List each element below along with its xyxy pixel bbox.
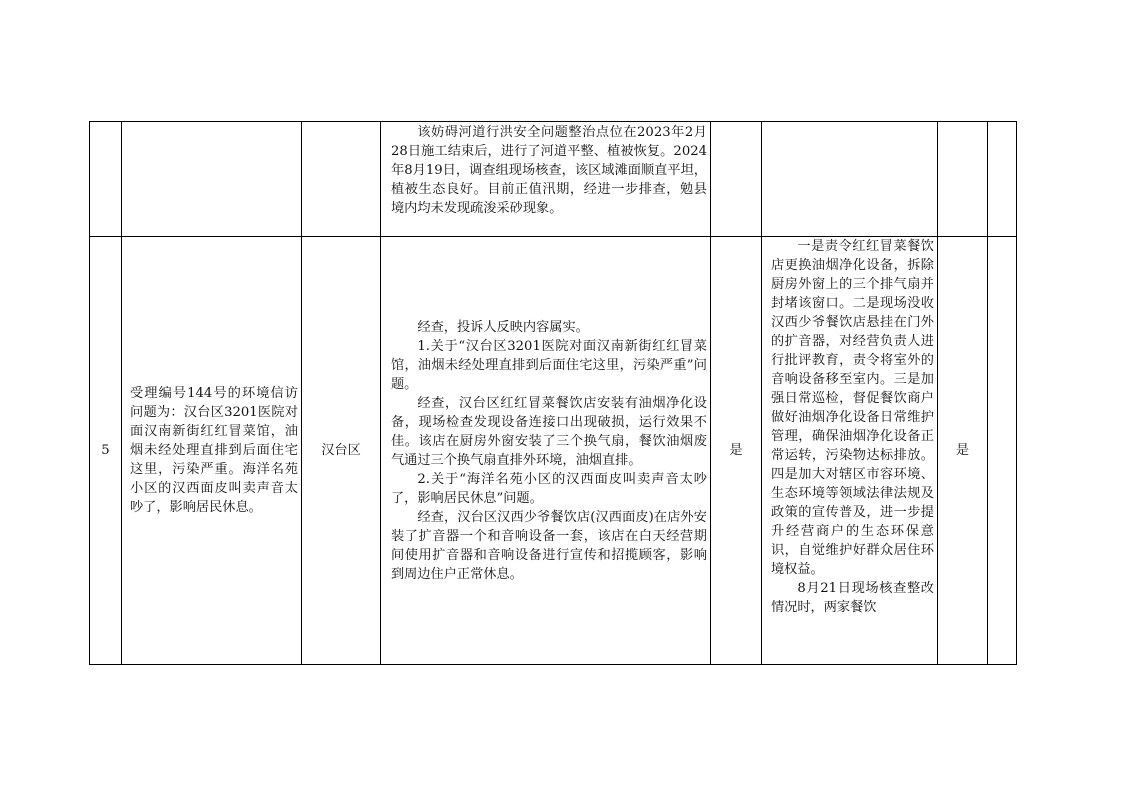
findings-paragraph: 经查，汉台区汉西少爷餐饮店(汉西面皮)在店外安装了扩音器一个和音响设备一套，该店在白天经营期间使用扩音器和音响设备进行宣传和招揽顾客，影响到周边住户正常休息。 bbox=[391, 509, 707, 582]
district-cell bbox=[302, 122, 381, 237]
remark-cell bbox=[988, 237, 1017, 665]
findings-paragraph: 1.关于“汉台区3201医院对面汉南新街红红冒菜馆，油烟未经处理直排到后面住宅这里，污染严重”问题。 bbox=[391, 338, 707, 392]
row-number-cell: 5 bbox=[90, 237, 122, 665]
findings-cell bbox=[381, 237, 711, 665]
measures-paragraph: 8月21日现场核查整改情况时，两家餐饮 bbox=[771, 581, 934, 615]
measures-cell bbox=[762, 237, 938, 665]
findings-paragraph: 经查，汉台区红红冒菜餐饮店安装有油烟净化设备，现场检查发现设备连接口出现破损，运行效果不佳。该店在厨房外窗安装了三个换气扇，餐饮油烟废气通过三个换气扇直排外环境，油烟直排。 bbox=[391, 395, 707, 468]
findings-paragraph: 该妨碍河道行洪安全问题整治点位在2023年2月28日施工结束后，进行了河道平整、植被恢复。2024年8月19日，调查组现场核查，该区域滩面顺直平坦，植被生态良好。目前正值汛期，经进一步排查，勉县境内均未发现疏浚采砂现象。 bbox=[391, 125, 707, 216]
findings-paragraph: 2.关于“海洋名苑小区的汉西面皮叫卖声音太吵了，影响居民休息”问题。 bbox=[391, 471, 707, 506]
district-cell: 汉台区 bbox=[302, 237, 381, 665]
findings-paragraph: 经查，投诉人反映内容属实。 bbox=[417, 319, 589, 335]
measures-cell bbox=[762, 122, 938, 237]
table-row bbox=[90, 122, 1017, 237]
verified-cell bbox=[711, 122, 762, 237]
verified-cell: 是 bbox=[711, 237, 762, 665]
issue-cell bbox=[122, 122, 302, 237]
remark-cell bbox=[988, 122, 1017, 237]
complaint-table bbox=[89, 121, 1017, 665]
issue-cell: 受理编号144号的环境信访问题为：汉台区3201医院对面汉南新街红红冒菜馆，油烟未经处理直排到后面住宅这里，污染严重。海洋名苑小区的汉西面皮叫卖声音太吵了，影响居民休息。 bbox=[122, 237, 302, 665]
table-row bbox=[90, 237, 1017, 665]
findings-cell bbox=[381, 122, 711, 237]
row-number-cell bbox=[90, 122, 122, 237]
measures-paragraph: 一是责令红红冒菜餐饮店更换油烟净化设备，拆除厨房外窗上的三个排气扇并封堵该窗口。二是现场没收汉西少爷餐饮店悬挂在门外的扩音器，对经营负责人进行批评教育，责令将室外的音响设备移至室内。三是加强日常巡检，督促餐饮商户做好油烟净化设备日常维护管理，确保油烟净化设备正常运转，污染物达标排放。四是加大对辖区市容环境、生态环境等领域法律法规及政策的宣传普及，进一步提升经营商户的生态环保意识，自觉维护好群众居住环境权益。 bbox=[771, 239, 934, 577]
rectified-cell: 是 bbox=[938, 237, 988, 665]
rectified-cell bbox=[938, 122, 988, 237]
